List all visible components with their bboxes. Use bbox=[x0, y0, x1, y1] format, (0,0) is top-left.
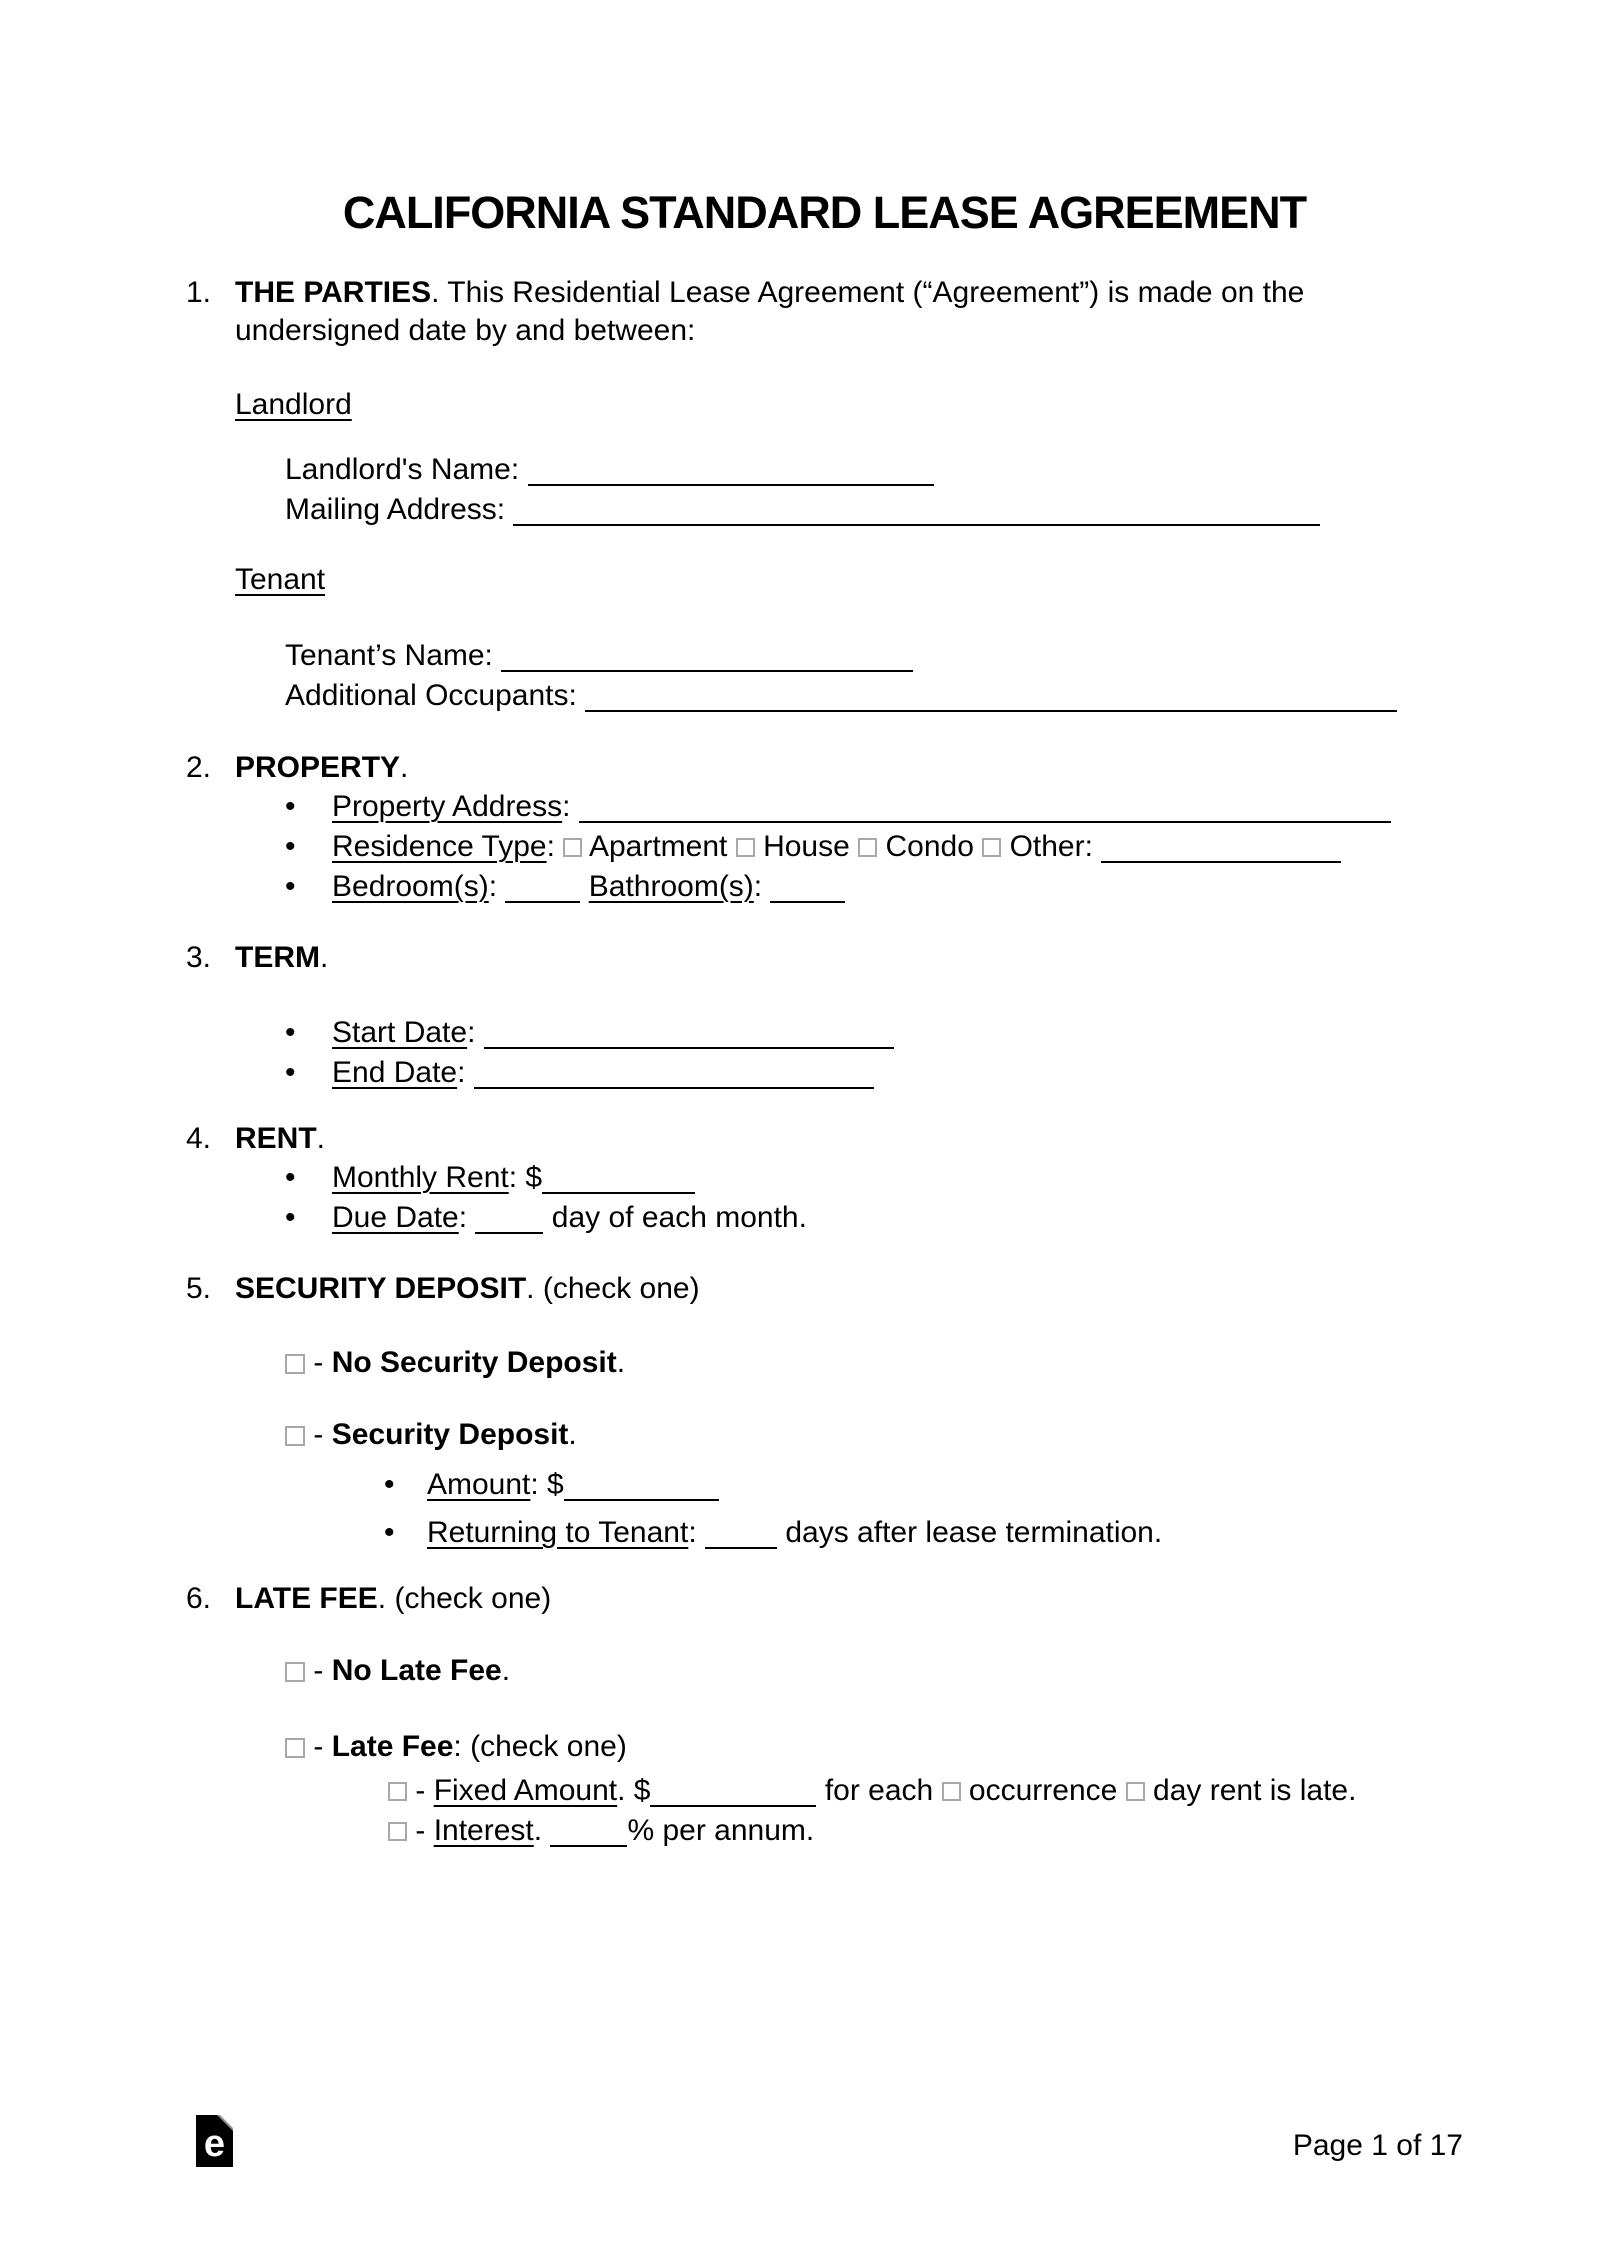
late-fee-heading: LATE FEE bbox=[235, 1582, 378, 1615]
deposit-amount-field[interactable] bbox=[564, 1469, 719, 1501]
dollar-prefix: : $ bbox=[508, 1161, 543, 1194]
interest-row bbox=[388, 1811, 1463, 1851]
monthly-rent-label: Monthly Rent bbox=[332, 1161, 509, 1194]
landlord-name-row bbox=[285, 450, 1463, 490]
section-number: 1. bbox=[186, 276, 212, 309]
bedrooms-bathrooms-row bbox=[285, 867, 1463, 907]
apartment-label: Apartment bbox=[588, 830, 728, 863]
tenant-name-label: Tenant’s Name: bbox=[285, 639, 493, 672]
tenant-heading: Tenant bbox=[235, 563, 326, 596]
condo-label: Condo bbox=[885, 830, 974, 863]
colon: : bbox=[688, 1516, 697, 1549]
residence-type-row bbox=[285, 827, 1463, 867]
document-page bbox=[0, 187, 1600, 2260]
bullet-icon: • bbox=[285, 1161, 296, 1194]
section-number: 3. bbox=[186, 941, 212, 974]
late-fee-row bbox=[285, 1728, 1463, 1766]
returning-days-field[interactable] bbox=[705, 1517, 777, 1549]
bullet-icon: • bbox=[384, 1516, 395, 1549]
page-title: CALIFORNIA STANDARD LEASE AGREEMENT bbox=[342, 187, 1307, 238]
eforms-logo-icon bbox=[196, 2115, 233, 2167]
end-date-row bbox=[285, 1053, 1463, 1093]
dash: - bbox=[415, 1774, 426, 1807]
checkbox-security-deposit[interactable] bbox=[285, 1426, 305, 1446]
start-date-label: Start Date bbox=[332, 1016, 468, 1049]
landlord-heading-row bbox=[235, 386, 1463, 424]
tenant-name-field[interactable] bbox=[501, 640, 913, 672]
colon: : bbox=[467, 1016, 476, 1049]
additional-occupants-label: Additional Occupants: bbox=[285, 679, 577, 712]
mailing-address-row bbox=[285, 490, 1463, 530]
bullet-icon: • bbox=[285, 1056, 296, 1089]
bedrooms-label: Bedroom(s) bbox=[332, 870, 489, 903]
start-date-field[interactable] bbox=[484, 1017, 894, 1049]
section-term bbox=[186, 939, 1463, 1093]
eforms-logo-letter: e bbox=[203, 2123, 226, 2165]
due-date-suffix: day of each month. bbox=[551, 1201, 807, 1234]
security-deposit-row bbox=[285, 1416, 1463, 1454]
deposit-amount-row bbox=[384, 1465, 1463, 1505]
returning-suffix: days after lease termination. bbox=[785, 1516, 1163, 1549]
period: . bbox=[400, 751, 409, 784]
checkbox-apartment[interactable] bbox=[563, 838, 582, 857]
period: . bbox=[533, 1814, 543, 1847]
tenant-fields bbox=[285, 636, 1463, 716]
end-date-label: End Date bbox=[332, 1056, 458, 1089]
returning-to-tenant-label: Returning to Tenant bbox=[427, 1516, 689, 1549]
page-number: Page 1 of 17 bbox=[1292, 2129, 1463, 2162]
parties-intro bbox=[235, 274, 1463, 350]
rent-heading: RENT bbox=[235, 1122, 317, 1155]
term-heading-row bbox=[235, 939, 1463, 977]
fixed-amount-field[interactable] bbox=[650, 1775, 816, 1807]
other-label: Other: bbox=[1009, 830, 1093, 863]
late-fee-label: Late Fee bbox=[331, 1730, 454, 1763]
bullet-icon: • bbox=[285, 830, 296, 863]
day-rent-late-label: day rent is late. bbox=[1153, 1774, 1357, 1807]
security-deposit-label: Security Deposit bbox=[331, 1418, 569, 1451]
start-date-row bbox=[285, 1013, 1463, 1053]
colon: : bbox=[488, 870, 498, 903]
deposit-amount-label: Amount bbox=[427, 1468, 531, 1501]
additional-occupants-field[interactable] bbox=[585, 680, 1397, 712]
check-one-note: . (check one) bbox=[526, 1272, 700, 1305]
checkbox-day-rent-late[interactable] bbox=[1126, 1782, 1145, 1801]
end-date-field[interactable] bbox=[474, 1057, 874, 1089]
monthly-rent-row bbox=[285, 1158, 1463, 1198]
section-number: 4. bbox=[186, 1122, 212, 1155]
bedrooms-field[interactable] bbox=[505, 871, 580, 903]
tenant-name-row bbox=[285, 636, 1463, 676]
section-security-deposit bbox=[186, 1270, 1463, 1553]
term-heading: TERM bbox=[235, 941, 320, 974]
due-date-field[interactable] bbox=[475, 1202, 543, 1234]
dash: - bbox=[415, 1814, 426, 1847]
for-each-label: for each bbox=[824, 1774, 934, 1807]
dollar-prefix: . $ bbox=[617, 1774, 651, 1807]
colon: : bbox=[562, 790, 571, 823]
additional-occupants-row bbox=[285, 676, 1463, 716]
property-address-field[interactable] bbox=[579, 791, 1391, 823]
tenant-heading-row bbox=[235, 561, 1463, 599]
parties-intro-line2: undersigned date by and between: bbox=[235, 314, 696, 347]
returning-to-tenant-row bbox=[384, 1513, 1463, 1553]
landlord-fields bbox=[285, 450, 1463, 530]
period: . bbox=[501, 1654, 511, 1687]
house-label: House bbox=[763, 830, 850, 863]
period: . bbox=[568, 1418, 577, 1451]
section-number: 5. bbox=[186, 1272, 212, 1305]
bathrooms-field[interactable] bbox=[770, 871, 845, 903]
dash: - bbox=[313, 1654, 324, 1687]
interest-rate-field[interactable] bbox=[550, 1815, 627, 1847]
landlord-name-field[interactable] bbox=[528, 454, 934, 486]
checkbox-interest[interactable] bbox=[388, 1822, 407, 1841]
security-deposit-heading: SECURITY DEPOSIT bbox=[235, 1272, 527, 1305]
bullet-icon: • bbox=[384, 1468, 395, 1501]
occurrence-label: occurrence bbox=[968, 1774, 1118, 1807]
checkbox-house[interactable] bbox=[736, 838, 755, 857]
no-security-deposit-row bbox=[285, 1344, 1463, 1382]
other-residence-field[interactable] bbox=[1101, 831, 1341, 863]
property-address-row bbox=[285, 787, 1463, 827]
property-heading: PROPERTY bbox=[235, 751, 401, 784]
dash: - bbox=[313, 1730, 324, 1763]
due-date-label: Due Date bbox=[332, 1201, 459, 1234]
section-parties bbox=[186, 274, 1463, 716]
period: . bbox=[616, 1346, 626, 1379]
due-date-row bbox=[285, 1198, 1463, 1238]
section-late-fee bbox=[186, 1580, 1463, 1851]
interest-label: Interest bbox=[433, 1814, 534, 1847]
checkbox-late-fee[interactable] bbox=[285, 1738, 305, 1758]
colon: : bbox=[457, 1056, 466, 1089]
checkbox-other[interactable] bbox=[982, 838, 1001, 857]
dash: - bbox=[313, 1418, 324, 1451]
property-address-label: Property Address bbox=[332, 790, 563, 823]
fixed-amount-row bbox=[388, 1771, 1463, 1811]
late-fee-suffix: : (check one) bbox=[453, 1730, 627, 1763]
mailing-address-field[interactable] bbox=[513, 494, 1320, 526]
no-security-deposit-label: No Security Deposit bbox=[331, 1346, 617, 1379]
parties-intro-line1: . This Residential Lease Agreement (“Agreement”) is made on the bbox=[431, 276, 1305, 309]
section-property bbox=[186, 749, 1463, 907]
check-one-note: . (check one) bbox=[377, 1582, 552, 1615]
rent-heading-row bbox=[235, 1120, 1463, 1158]
checkbox-occurrence[interactable] bbox=[942, 1782, 961, 1801]
section-number: 6. bbox=[186, 1582, 212, 1615]
dollar-prefix: : $ bbox=[530, 1468, 564, 1501]
bullet-icon: • bbox=[285, 790, 296, 823]
checkbox-no-late-fee[interactable] bbox=[285, 1662, 305, 1682]
checkbox-condo[interactable] bbox=[858, 838, 877, 857]
landlord-heading: Landlord bbox=[235, 388, 352, 421]
fixed-amount-label: Fixed Amount bbox=[433, 1774, 618, 1807]
security-deposit-heading-row bbox=[235, 1270, 1463, 1308]
mailing-address-label: Mailing Address: bbox=[285, 493, 506, 526]
parties-heading: THE PARTIES bbox=[235, 276, 432, 309]
residence-type-label: Residence Type bbox=[332, 830, 547, 863]
section-number: 2. bbox=[186, 751, 212, 784]
colon: : bbox=[546, 830, 555, 863]
property-heading-row bbox=[235, 749, 1463, 787]
late-fee-heading-row bbox=[235, 1580, 1463, 1618]
bullet-icon: • bbox=[285, 1201, 296, 1234]
colon: : bbox=[458, 1201, 468, 1234]
dash: - bbox=[313, 1346, 324, 1379]
colon: : bbox=[753, 870, 763, 903]
monthly-rent-field[interactable] bbox=[542, 1162, 695, 1194]
bullet-icon: • bbox=[285, 1016, 296, 1049]
bathrooms-label: Bathroom(s) bbox=[588, 870, 754, 903]
no-late-fee-label: No Late Fee bbox=[331, 1654, 502, 1687]
interest-suffix: % per annum. bbox=[627, 1814, 815, 1847]
section-rent bbox=[186, 1120, 1463, 1238]
checkbox-no-security-deposit[interactable] bbox=[285, 1354, 305, 1374]
period: . bbox=[320, 941, 329, 974]
checkbox-fixed-amount[interactable] bbox=[388, 1782, 407, 1801]
bullet-icon: • bbox=[285, 870, 296, 903]
no-late-fee-row bbox=[285, 1652, 1463, 1690]
period: . bbox=[316, 1122, 326, 1155]
landlord-name-label: Landlord's Name: bbox=[285, 453, 520, 486]
